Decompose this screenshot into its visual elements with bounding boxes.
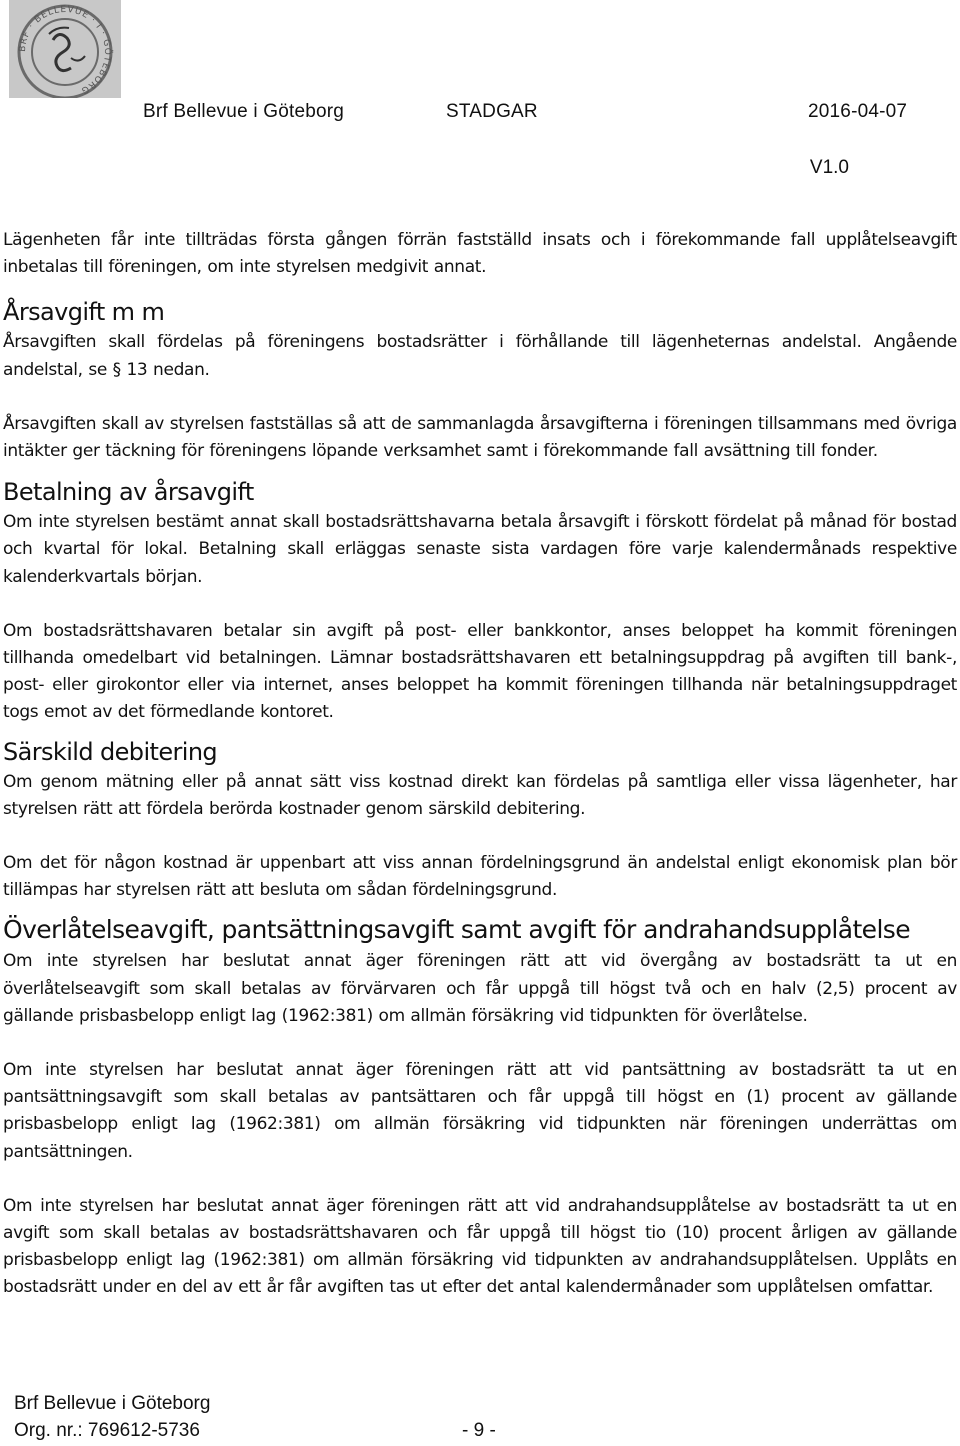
header-org: Brf Bellevue i Göteborg bbox=[143, 101, 345, 122]
paragraph-fordelning: Årsavgiften skall fördelas på föreningens bostadsrätter i förhållande till lägenheternas andelstal. Angående andelstal, se § 13 nedan. bbox=[3, 332, 957, 380]
heading-avgifter: Överlåtelseavgift, pantsättningsavgift samt avgift för andrahandsupplåtelse bbox=[3, 915, 911, 945]
paragraph-betalning-kontor: Om bostadsrättshavaren betalar sin avgift på post- eller bankkontor, anses beloppet ha kommit föreningen tillhanda omedelbart vid betalningen. Lämnar bostadsrättshavaren ett betalningsuppdrag på avgiften till bank-, post- eller girokontor eller via internet, anses beloppet ha kommit föreningen tillhanda när betalningsuppdraget togs emot av det förmedlande kontoret. bbox=[3, 620, 957, 723]
paragraph-matning: Om genom mätning eller på annat sätt viss kostnad direkt kan fördelas på samtliga eller vissa lägenheter, har styrelsen rätt att fördela berörda kostnader genom särskild debitering. bbox=[3, 771, 957, 819]
paragraph-faststallande: Årsavgiften skall av styrelsen fastställas så att de sammanlagda årsavgifterna i föreningen tillsammans med övriga intäkter ger täckning för föreningens löpande verksamhet samt i förekommande fall avsättning till fonder. bbox=[3, 413, 957, 462]
heading-sarskild-debitering: Särskild debitering bbox=[3, 737, 218, 766]
paragraph-tilltrade: Lägenheten får inte tillträdas första gången förrän fastställd insats och i förekommande fall upplåtelseavgift inbetalas till föreningen, om inte styrelsen medgivit annat. bbox=[3, 230, 957, 278]
paragraph-betalning-forskott: Om inte styrelsen bestämt annat skall bostadsrättshavarna betala årsavgift i förskott fördelat på månad för bostad och kvartal för lokal. Betalning skall erläggas senaste sista vardagen före varje kalendermånads respektive kalenderkvartals början. bbox=[3, 512, 957, 587]
header-date: 2016-04-07 bbox=[808, 101, 908, 122]
paragraph-fordelningsgrund: Om det för någon kostnad är uppenbart att viss annan fördelningsgrund än andelstal enligt ekonomisk plan bör tillämpas har styrelsen rätt att besluta om sådan fördelningsgrund. bbox=[3, 853, 957, 901]
paragraph-overlatelseavgift: Om inte styrelsen har beslutat annat äger föreningen rätt att vid övergång av bostadsrätt ta ut en överlåtelseavgift som skall betalas av förvärvaren och får uppgå till högst två och en halv (2,5) procent av gällande prisbasbelopp enligt lag (1962:381) om allmän försäkring vid tidpunkten för överlåtelse. bbox=[3, 951, 957, 1026]
header-version: V1.0 bbox=[809, 157, 849, 178]
footer-org: Brf Bellevue i Göteborg bbox=[14, 1393, 211, 1414]
seal-ring-text: BRF · BELLEVUE · I · GÖTEBORG bbox=[17, 4, 113, 96]
document-body bbox=[3, 227, 957, 1302]
heading-arsavgift: Årsavgift m m bbox=[3, 298, 165, 327]
footer-page-number: - 9 - bbox=[462, 1420, 496, 1441]
header-doc-title: STADGAR bbox=[446, 101, 538, 122]
association-logo bbox=[9, 0, 121, 98]
seal-icon bbox=[9, 0, 121, 98]
heading-betalning: Betalning av årsavgift bbox=[3, 478, 254, 507]
paragraph-pantsattningsavgift: Om inte styrelsen har beslutat annat äger föreningen rätt att vid pantsättning av bostadsrätt ta ut en pantsättningsavgift som skall betalas av pantsättaren och får uppgå till högst en (1) procent av gällande prisbasbelopp enligt lag (1962:381) om allmän försäkring vid tidpunkten när föreningen underrättas om pantsättningen. bbox=[3, 1060, 957, 1162]
footer-orgnr: Org. nr.: 769612-5736 bbox=[14, 1420, 200, 1441]
paragraph-andrahandsupplatelse: Om inte styrelsen har beslutat annat äger föreningen rätt att vid andrahandsupplåtelse av bostadsrätt ta ut en avgift som skall betalas av bostadsrättshavaren och får uppgå till högst tio (10) procent årligen av gällande prisbasbelopp enligt lag (1962:381) om allmän försäkring vid tidpunkten av andrahandsupplåtelsen. Upplåts en bostadsrätt under en del av ett år får avgiften tas ut efter det antal kalendermånader som upplåtelsen omfattar. bbox=[3, 1195, 957, 1298]
